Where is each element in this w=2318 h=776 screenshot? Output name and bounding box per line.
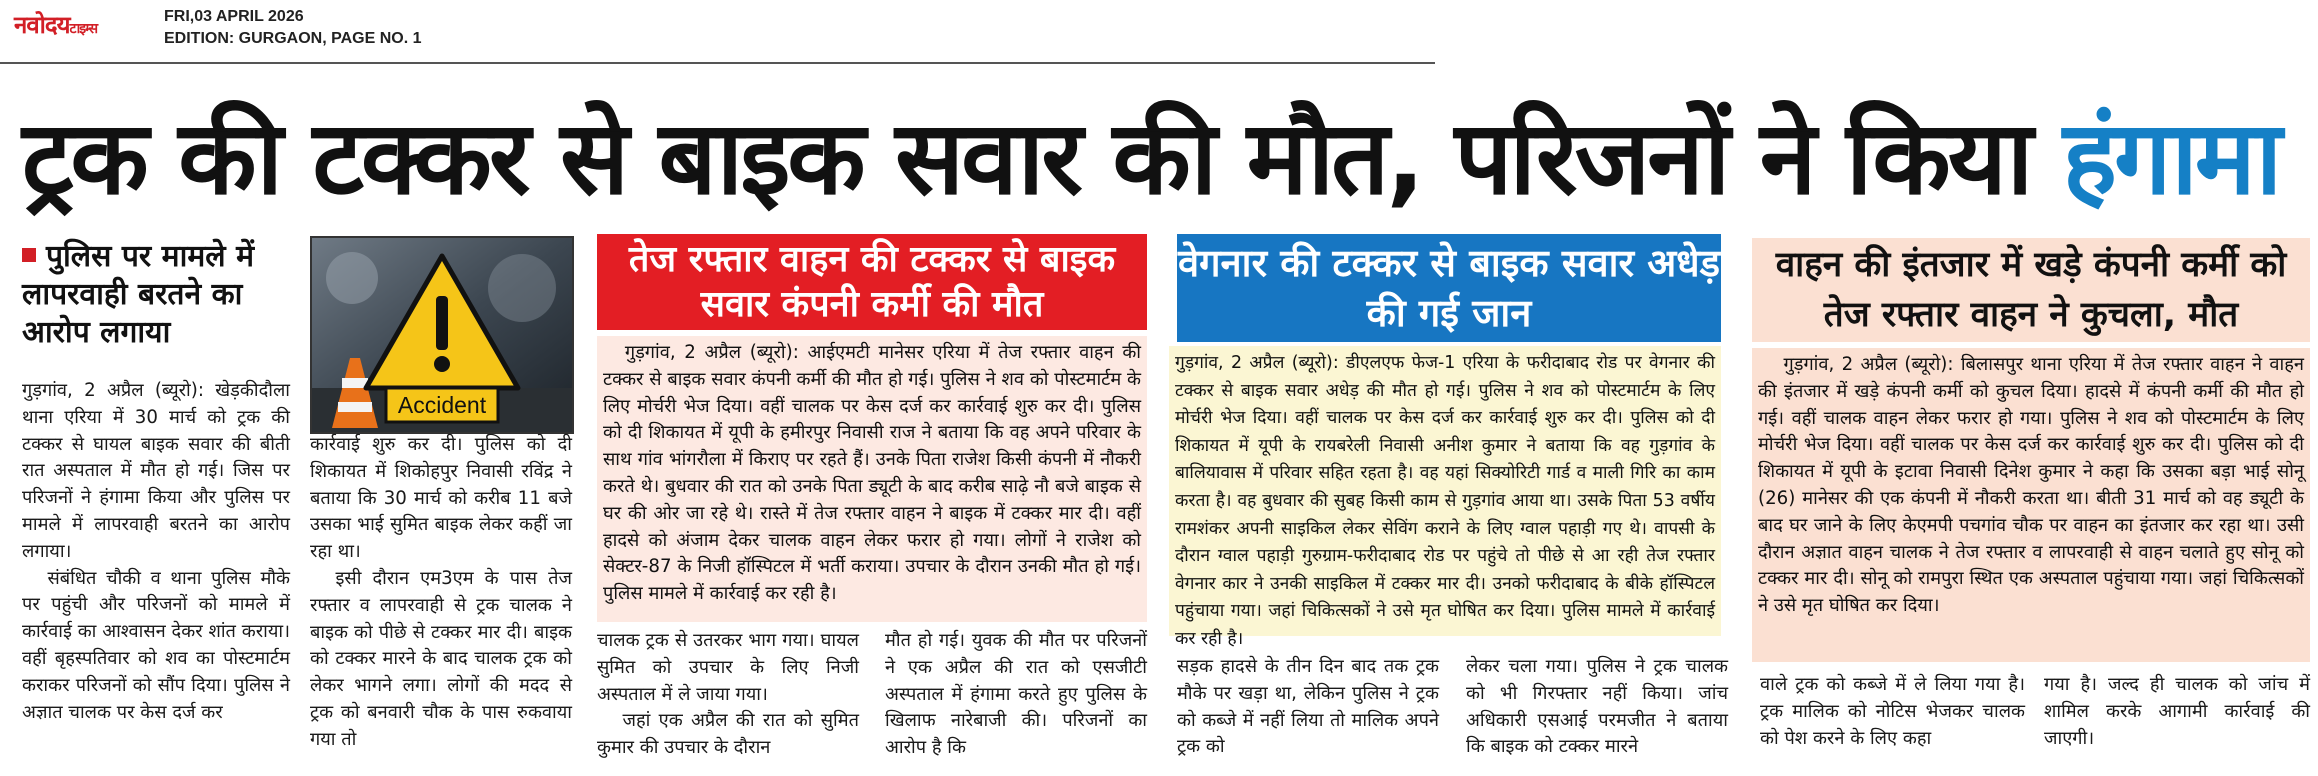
headline-main: ट्रक की टक्कर से बाइक सवार की मौत, परिजनों ने किया — [22, 99, 2031, 218]
story3-column-a — [1177, 654, 1439, 761]
story4-continued-a: वाले ट्रक को कब्जे में ले लिया गया है। ट्रक मालिक को नोटिस भेजकर चालक को पेश करने के लिए कहा — [1760, 674, 2025, 749]
story3-continued-b: लेकर चला गया। पुलिस ने ट्रक चालक को भी गिरफ्तार नहीं किया। जांच अधिकारी एसआई परमजीत ने बताया कि बाइक को टक्कर मारने — [1466, 656, 1728, 758]
edition-info: EDITION: GURGAON, PAGE NO. 1 — [164, 30, 422, 47]
edition-meta — [164, 6, 422, 50]
story3-column-b — [1466, 654, 1728, 761]
story3-heading: वेगनार की टक्कर से बाइक सवार अधेड़ की गई जान — [1177, 234, 1721, 342]
story1-paragraph-4: इसी दौरान एम3एम के पास तेज रफ्तार व लापरवाही से ट्रक चालक ने बाइक को पीछे से टक्कर मार दी। बाइक को टक्कर मारने के बाद चालक ट्रक को लेकर भागने लगा। लोगों की मदद से ट्रक को बनवारी चौक के पास रुकवाया गया तो — [310, 567, 572, 750]
header-divider — [0, 62, 1435, 64]
red-square-icon — [22, 248, 36, 262]
accident-sign-icon — [312, 238, 572, 432]
story3-continued-a: सड़क हादसे के तीन दिन बाद तक ट्रक मौके पर खड़ा था, लेकिन पुलिस ने ट्रक को कब्जे में नहीं लिया तो मालिक अपने ट्रक को — [1177, 656, 1439, 758]
story1-paragraph-7: मौत हो गई। युवक की मौत पर परिजनों ने एक अप्रैल की रात को एसजीटी अस्पताल में हंगामा करते हुए पुलिस के खिलाफ नारेबाजी की। परिजनों का आरोप है कि — [885, 630, 1147, 759]
story4-column-b — [2044, 672, 2310, 752]
story4-continued-b: गया है। जल्द ही चालक को जांच में शामिल करके आगामी कार्रवाई की जाएगी। — [2044, 674, 2310, 749]
story2-body-box — [597, 336, 1147, 622]
story4-body: गुड़गांव, 2 अप्रैल (ब्यूरो): बिलासपुर थाना एरिया में तेज रफ्तार वाहन ने वाहन की इंतजार में खड़े कंपनी कर्मी को कुचल दिया। हादसे में कंपनी कर्मी की मौत हो गई। वहीं चालक वाहन लेकर फरार हो गया। पुलिस ने शव को पोस्टमार्टम के लिए मोर्चरी भेज दिया। वहीं चालक पर केस दर्ज कर कार्रवाई शुरु कर दी। पुलिस को दी शिकायत में यूपी के इटावा निवासी दिनेश कुमार ने कहा कि उसका बड़ा भाई सोनू (26) मानेसर की एक कंपनी में नौकरी करता था। बीती 31 मार्च को वह ड्यूटी के बाद घर जाने के लिए केएमपी पचगांव चौक पर वाहन का इंतजार कर रहा था। उसी दौरान अज्ञात वाहन चालक ने तेज रफ्तार व लापरवाही से वाहन चलाते हुए सोनू को टक्कर मार दी। सोनू को रामपुरा स्थित एक अस्पताल पहुंचाया गया। जहां चिकित्सकों ने उसे मृत घोषित कर दिया। — [1758, 354, 2304, 617]
story1-column-1 — [22, 378, 290, 726]
main-headline — [22, 84, 2312, 234]
story3-body-box — [1169, 346, 1721, 649]
story1-paragraph-2: संबंधित चौकी व थाना पुलिस मौके पर पहुंची और परिजनों को मामले में कार्रवाई का आश्वासन देकर शांत कराया। वहीं बृहस्पतिवार को शव का पोस्टमार्टम कराकर परिजनों को सौंप दिया। पुलिस ने अज्ञात चालक पर केस दर्ज कर — [22, 567, 290, 723]
story1-paragraph-5: चालक ट्रक से उतरकर भाग गया। घायल सुमित को उपचार के लिए निजी अस्पताल में ले जाया गया। — [597, 630, 859, 705]
story1-column-2 — [310, 432, 572, 754]
story1-subheading-text: पुलिस पर मामले में लापरवाही बरतने का आरोप लगाया — [22, 239, 255, 350]
story4-heading: वाहन की इंतजार में खड़े कंपनी कर्मी को तेज रफ्तार वाहन ने कुचला, मौत — [1752, 238, 2310, 342]
photo-caption: Accident — [397, 392, 487, 418]
story1-paragraph-1: गुड़गांव, 2 अप्रैल (ब्यूरो): खेड़कीदौला थाना एरिया में 30 मार्च को ट्रक की टक्कर से घायल बाइक सवार की बीती रात अस्पताल में मौत हो गई। जिस पर परिजनों ने हंगामा किया और पुलिस पर मामले में लापरवाही बरतने का आरोप लगाया। — [22, 380, 290, 562]
logo-suffix: टाइम्स — [69, 21, 98, 37]
story2-heading: तेज रफ्तार वाहन की टक्कर से बाइक सवार कंपनी कर्मी की मौत — [597, 234, 1147, 330]
accident-photo — [310, 236, 574, 434]
story1-column-4 — [885, 628, 1147, 762]
story1-paragraph-3: कार्रवाई शुरु कर दी। पुलिस को दी शिकायत में शिकोहपुर निवासी रविंद्र ने बताया कि 30 मार्च को करीब 11 बजे उसका भाई सुमित बाइक लेकर कहीं जा रहा था। — [310, 434, 572, 563]
story3-body: गुड़गांव, 2 अप्रैल (ब्यूरो): डीएलएफ फेज-1 एरिया के फरीदाबाद रोड पर वेगनार की टक्कर से बाइक सवार अधेड़ की मौत हो गई। पुलिस ने शव को पोस्टमार्टम के लिए मोर्चरी भेज दिया। वहीं चालक पर केस दर्ज कर कार्रवाई शुरु कर दी। पुलिस को दी शिकायत में यूपी के रायबरेली निवासी अनीश कुमार ने बताया कि वह गुड़गांव के बालियावास में परिवार सहित रहता है। वह यहां सिक्योरिटी गार्ड व माली गिरि का काम करता है। वह बुधवार की सुबह किसी काम से गुड़गांव आया था। उसके पिता 53 वर्षीय रामशंकर अपनी साइकिल लेकर सेविंग कराने के लिए ग्वाल पहाड़ी गए थे। वापसी के दौरान ग्वाल पहाड़ी गुरुग्राम-फरीदाबाद रोड पर पहुंचे तो पीछे से आ रही तेज रफ्तार वेगनार कार ने उनकी साइकिल में टक्कर मार दी। उनको फरीदाबाद के बीके हॉस्पिटल पहुंचाया गया। जहां चिकित्सकों ने उसे मृत घोषित कर दिया। पुलिस मामले में कार्रवाई कर रही है। — [1175, 353, 1715, 649]
story2-body: गुड़गांव, 2 अप्रैल (ब्यूरो): आईएमटी मानेसर एरिया में तेज रफ्तार वाहन की टक्कर से बाइक सवार कंपनी कर्मी की मौत हो गई। पुलिस ने शव को पोस्टमार्टम के लिए मोर्चरी भेज दिया। वहीं चालक पर केस दर्ज कर कार्रवाई शुरु कर दी। पुलिस को दी शिकायत में यूपी के हमीरपुर निवासी राज ने बताया कि वह अपने परिवार के साथ गांव भांगरौला में किराए पर रहते हैं। उनके पिता राजेश किसी कंपनी में नौकरी करते थे। बुधवार की रात को उनके पिता ड्यूटी के बाद करीब साढ़े नौ बजे बाइक से घर की ओर जा रहे थे। रास्ते में तेज रफ्तार वाहन ने बाइक में टक्कर मार दी। वहीं हादसे को अंजाम देकर चालक वाहन लेकर फरार हो गया। लोगों ने राजेश को सेक्टर-87 के निजी हॉस्पिटल में भर्ती कराया। उपचार के दौरान उनकी मौत हो गई। पुलिस मामले में कार्रवाई कर रही है। — [603, 342, 1141, 605]
story4-column-a — [1760, 672, 2025, 752]
story4-body-box — [1752, 348, 2310, 662]
logo-text: नवोदय — [14, 11, 70, 39]
headline-accent: हंगामा — [2062, 99, 2280, 218]
story1-column-3 — [597, 628, 859, 762]
story1-paragraph-6: जहां एक अप्रैल की रात को सुमित कुमार की उपचार के दौरान — [597, 710, 859, 759]
story1-subheading — [22, 238, 290, 352]
edition-date: FRI,03 APRIL 2026 — [164, 8, 304, 25]
masthead-logo — [14, 8, 97, 41]
